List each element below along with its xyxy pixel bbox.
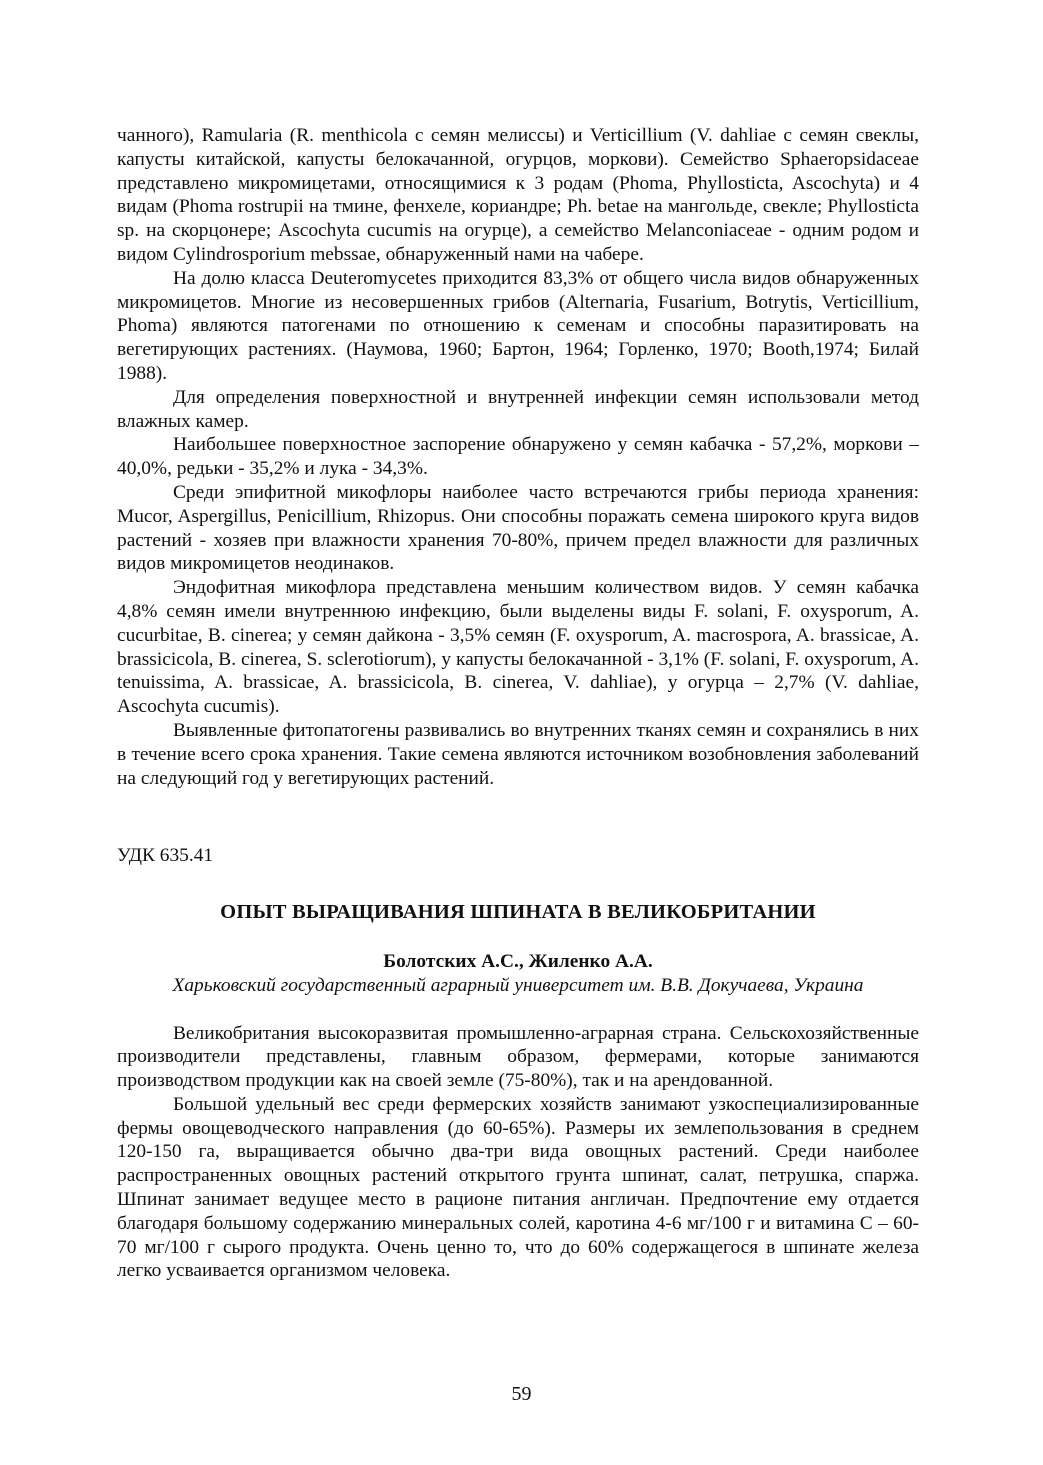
udk-code: УДК 635.41	[117, 845, 214, 867]
article-paragraph: Большой удельный вес среди фермерских хозяйств занимают узкоспециализированные фермы овощеводческого направления (до 60-65%). Размеры их землепользования в среднем 120-150 га, выращивается обычно два-три вида овощных растений. Среди наиболее распространенных овощных растений открытого грунта шпинат, салат, петрушка, спаржа. Шпинат занимает ведущее место в рационе питания англичан. Предпочтение ему отдается благодаря большому содержанию минеральных солей, каротина 4-6 мг/100 г и витамина С – 60-70 мг/100 г сырого продукта. Очень ценно то, что до 60% содержащегося в шпинате железа легко усваивается организмом человека.	[117, 1093, 919, 1282]
body-paragraph: чанного), Ramularia (R. menthicola с семян мелиссы) и Verticillium (V. dahliae с семян свеклы, капусты китайской, капусты белокачанной, огурцов, моркови). Семейство Sphaeropsidaceae представлено микромицетами, относящимися к 3 родам (Phoma, Phyllosticta, Ascochyta) и 4 видам (Phoma rostrupii на тмине, фенхеле, кориандре; Ph. betae на мангольде, свекле; Phyllosticta sp. на скорцонере; Ascochyta cucumis на огурце), а семейство Melanconiaceae - одним родом и видом Cylindrosporium mebssae, обнаруженный нами на чабере.	[117, 125, 919, 265]
article-authors: Болотских А.С., Жиленко А.А.	[383, 950, 653, 972]
body-paragraph: Эндофитная микофлора представлена меньшим количеством видов. У семян кабачка 4,8% семян имели внутреннюю инфекцию, были выделены виды F. solani, F. oxysporum, A. cucurbitae, B. cinerea; у семян дайкона - 3,5% семян (F. oxysporum, A. macrospora, A. brassicae, A. brassicicola, B. cinerea, S. sclerotiorum), у капусты белокачанной - 3,1% (F. solani, F. oxysporum, A. tenuissima, A. brassicae, A. brassicicola, B. cinerea, V. dahliae), у огурца – 2,7% (V. dahliae, Ascochyta cucumis).	[117, 577, 919, 718]
body-paragraph: На долю класса Deuteromycetes приходится 83,3% от общего числа видов обнаруженных микромицетов. Многие из несовершенных грибов (Alternaria, Fusarium, Botrytis, Verticillium, Phoma) являются патогенами по отношению к семенам и способны паразитировать на вегетирующих растениях. (Наумова, 1960; Бартон, 1964; Горленко, 1970; Booth,1974; Билай 1988).	[117, 267, 919, 384]
body-paragraph: Среди эпифитной микофлоры наиболее часто встречаются грибы периода хранения: Mucor, Aspergillus, Penicillium, Rhizopus. Они способны поражать семена широкого круга видов растений - хозяев при влажности хранения 70-80%, причем предел влажности для различных видов микромицетов неодинаков.	[117, 481, 919, 575]
body-paragraph: Наибольшее поверхностное заспорение обнаружено у семян кабачка - 57,2%, моркови – 40,0%, редьки - 35,2% и лука - 34,3%.	[117, 434, 919, 480]
article-title: ОПЫТ ВЫРАЩИВАНИЯ ШПИНАТА В ВЕЛИКОБРИТАНИИ	[220, 901, 816, 924]
body-paragraph: Для определения поверхностной и внутренней инфекции семян использовали метод влажных камер.	[117, 386, 919, 432]
body-paragraph: Выявленные фитопатогены развивались во внутренних тканях семян и сохранялись в них в течение всего срока хранения. Такие семена являются источником возобновления заболеваний на следующий год у вегетирующих растений.	[117, 719, 919, 789]
page-number: 59	[511, 1383, 532, 1405]
article-paragraph: Великобритания высокоразвитая промышленно-аграрная страна. Сельскохозяйственные производители представлены, главным образом, фермерами, которые занимаются производством продукции как на своей земле (75-80%), так и на арендованной.	[117, 1022, 919, 1092]
article-affiliation: Харьковский государственный аграрный университет им. В.В. Докучаева, Украина	[172, 974, 864, 996]
page-body	[117, 124, 919, 1283]
